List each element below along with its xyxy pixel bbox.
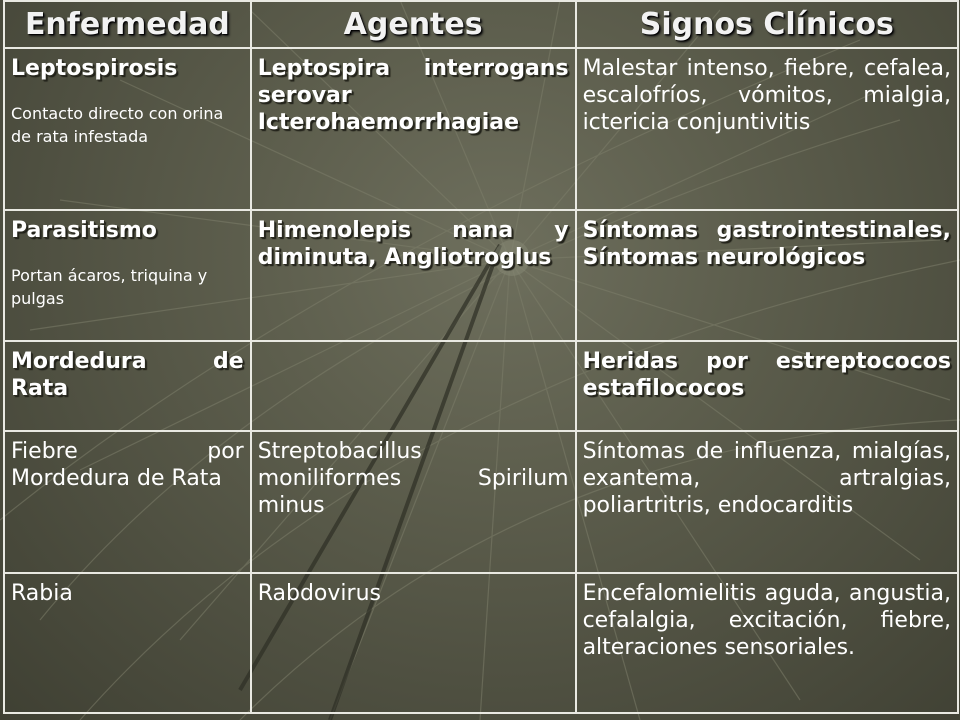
disease-name: Leptospirosis: [11, 56, 178, 81]
signs-cell: Síntomas gastrointestinales, Síntomas neurológicos: [576, 210, 958, 341]
signs-cell: Síntomas de influenza, mialgías, exantema, artralgias, poliartritris, endocarditis: [576, 431, 958, 573]
disease-note: Contacto directo con orina de rata infestada: [11, 104, 224, 146]
signs-cell: Malestar intenso, fiebre, cefalea, escalofríos, vómitos, mialgia, ictericia conjuntivitis: [576, 48, 958, 210]
header-agentes: Agentes: [251, 1, 576, 48]
table-row: [4, 431, 958, 573]
disease-name: Parasitismo: [11, 218, 157, 243]
disease-cell: Mordedura de Rata: [4, 341, 251, 431]
table-header-row: [4, 1, 958, 48]
table-row: [4, 48, 958, 210]
agent-cell: Rabdovirus: [251, 573, 576, 713]
disease-cell: [4, 210, 251, 341]
disease-cell: Rabia: [4, 573, 251, 713]
agent-cell: Streptobacillus moniliformes Spirilum minus: [251, 431, 576, 573]
header-signos-clinicos: Signos Clínicos: [576, 1, 958, 48]
signs-cell: Heridas por estreptococos estafilococos: [576, 341, 958, 431]
agent-cell: Leptospira interrogans serovar Icterohaemorrhagiae: [251, 48, 576, 210]
disease-note: Portan ácaros, triquina y pulgas: [11, 266, 208, 308]
disease-cell: [4, 48, 251, 210]
table-row: [4, 210, 958, 341]
table-row: [4, 573, 958, 713]
header-enfermedad: Enfermedad: [4, 1, 251, 48]
agent-cell: [251, 341, 576, 431]
agent-cell: Himenolepis nana y diminuta, Angliotroglus: [251, 210, 576, 341]
disease-table: [3, 0, 959, 714]
signs-cell: Encefalomielitis aguda, angustia, cefalalgia, excitación, fiebre, alteraciones sensoriales.: [576, 573, 958, 713]
table-row: [4, 341, 958, 431]
disease-cell: Fiebre por Mordedura de Rata: [4, 431, 251, 573]
